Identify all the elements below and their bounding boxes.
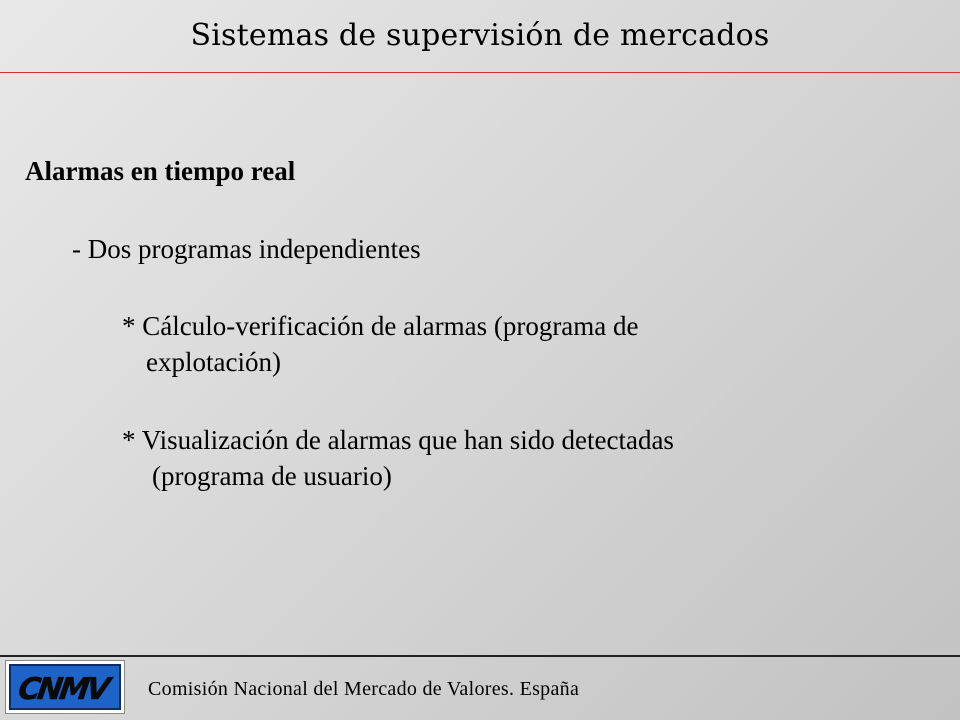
bullet-visualizacion: [122, 422, 822, 494]
slide-title: Sistemas de supervisión de mercados: [190, 18, 770, 53]
section-heading: Alarmas en tiempo real: [25, 156, 296, 186]
bullet-line: * Visualización de alarmas que han sido detectadas: [122, 425, 674, 455]
bullet-line: * Cálculo-verificación de alarmas (programa de: [122, 311, 639, 341]
bullet-dos-programas: - Dos programas independientes: [72, 234, 421, 264]
footer-divider: [0, 655, 960, 657]
footer-institution: Comisión Nacional del Mercado de Valores. España: [148, 678, 580, 700]
bullet-line-continuation: explotación): [146, 347, 281, 377]
cnmv-logo-svg: [11, 666, 121, 710]
logo-text: CNMV: [16, 672, 110, 707]
bullet-line-continuation: (programa de usuario): [152, 461, 392, 491]
cnmv-logo: [5, 660, 125, 714]
bullet-calculo-verificacion: [122, 308, 822, 380]
cnmv-logo-mark: [9, 664, 121, 710]
